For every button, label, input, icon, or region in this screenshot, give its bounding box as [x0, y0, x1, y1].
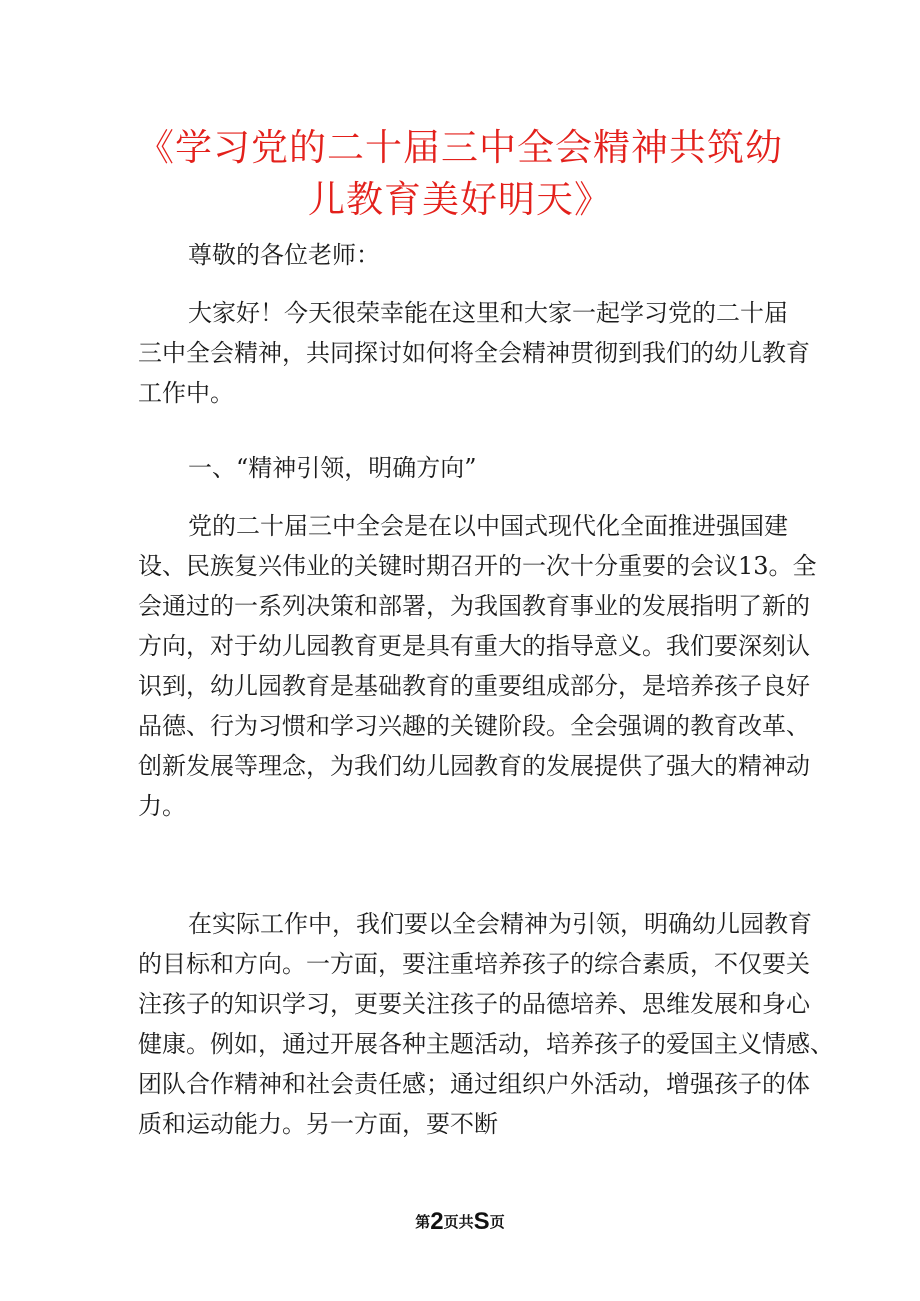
- paragraph-line: 三中全会精神，共同探讨如何将全会精神贯彻到我们的幼儿教育: [138, 339, 810, 367]
- paragraph-line: 的目标和方向。一方面，要注重培养孩子的综合素质，不仅要关: [138, 950, 810, 978]
- paragraph-practice: [138, 904, 834, 1144]
- footer-middle: 页共: [443, 1214, 474, 1231]
- paragraph-line: 大家好！今天很荣幸能在这里和大家一起学习党的二十届: [188, 299, 788, 327]
- paragraph-line: 方向，对于幼儿园教育更是具有重大的指导意义。我们要深刻认: [138, 632, 810, 660]
- paragraph-line: 识到，幼儿园教育是基础教育的重要组成部分，是培养孩子良好: [138, 672, 810, 700]
- paragraph-line: 力。: [138, 792, 186, 820]
- paragraph-line: 党的二十届三中全会是在以中国式现代化全面推进强国建: [188, 512, 788, 540]
- paragraph-line: 设、民族复兴伟业的关键时期召开的一次十分重要的会议13。全: [138, 552, 817, 580]
- paragraph-line: 注孩子的知识学习，更要关注孩子的品德培养、思维发展和身心: [138, 990, 810, 1018]
- footer-suffix: 页: [489, 1214, 505, 1231]
- paragraph-plenum: [138, 506, 817, 826]
- paragraph-greeting: [138, 293, 810, 413]
- title-line-2: 儿教育美好明天》: [308, 178, 612, 221]
- paragraph-line: 创新发展等理念，为我们幼儿园教育的发展提供了强大的精神动: [138, 752, 810, 780]
- salutation-text: 尊敬的各位老师：: [188, 241, 380, 269]
- paragraph-line: 会通过的一系列决策和部署，为我国教育事业的发展指明了新的: [138, 592, 810, 620]
- page-footer: [0, 1207, 920, 1238]
- paragraph-line: 工作中。: [138, 379, 234, 407]
- paragraph-line: 质和运动能力。另一方面，要不断: [138, 1110, 498, 1138]
- footer-current-page: 2: [430, 1208, 444, 1235]
- section-heading: [138, 448, 788, 488]
- paragraph-line: 团队合作精神和社会责任感；通过组织户外活动，增强孩子的体: [138, 1070, 810, 1098]
- title-line-1: 《学习党的二十届三中全会精神共筑幼: [137, 126, 783, 169]
- document-title: [0, 122, 920, 226]
- footer-total-pages: S: [473, 1208, 490, 1235]
- salutation: [138, 235, 788, 275]
- paragraph-line: 品德、行为习惯和学习兴趣的关键阶段。全会强调的教育改革、: [138, 712, 810, 740]
- paragraph-line: 健康。例如，通过开展各种主题活动，培养孩子的爱国主义情感、: [138, 1030, 834, 1058]
- paragraph-line: 在实际工作中，我们要以全会精神为引领，明确幼儿园教育: [188, 910, 812, 938]
- footer-prefix: 第: [415, 1214, 431, 1231]
- section-heading-text: 一、“精神引领，明确方向”: [188, 454, 477, 482]
